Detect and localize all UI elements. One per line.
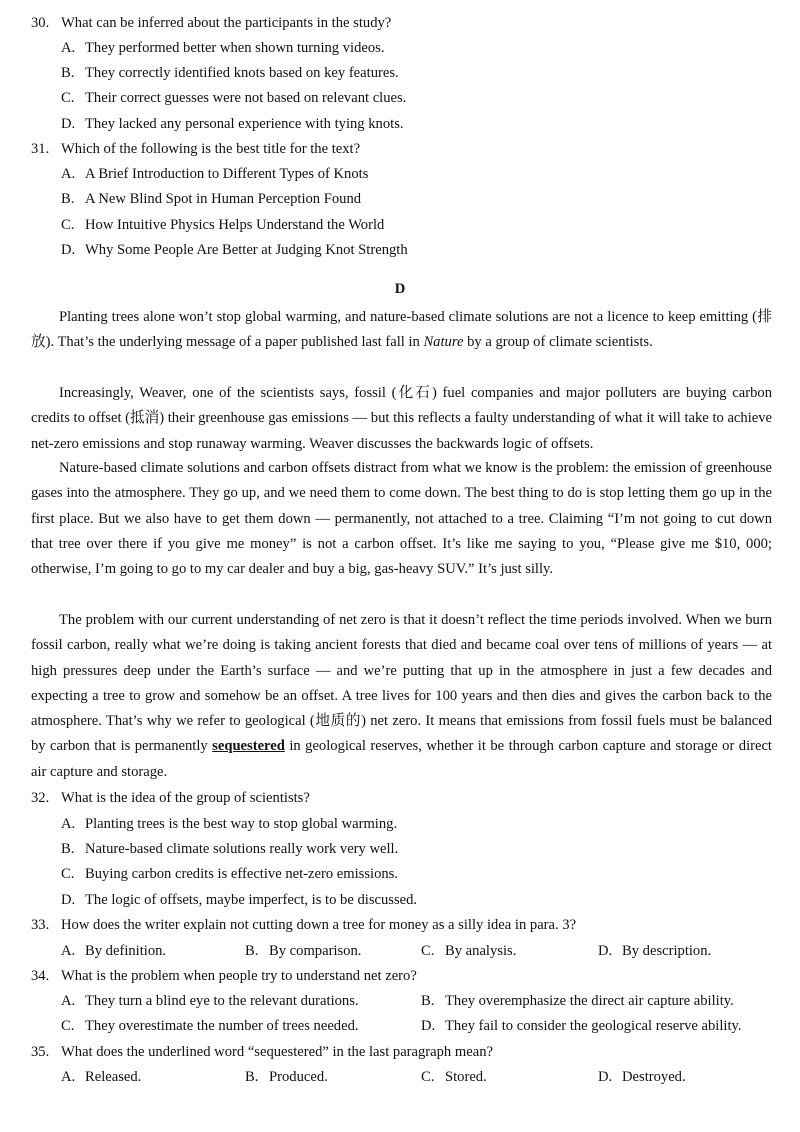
- option-letter: D.: [598, 1069, 613, 1085]
- question-stem: What is the idea of the group of scientists?: [61, 790, 310, 806]
- q30-option-d[interactable]: [61, 116, 404, 133]
- option-text: The logic of offsets, maybe imperfect, is to be discussed.: [85, 892, 418, 908]
- option-text: Released.: [85, 1069, 142, 1085]
- option-letter: D.: [598, 943, 613, 959]
- question-number: 31.: [31, 141, 50, 157]
- paragraph-text: Planting trees alone won’t stop global warming, and nature-based climate solutions are not a licence to keep emitting (排放). That’s the underlying message of a paper published last fall in: [31, 309, 772, 351]
- option-letter: A.: [61, 1069, 76, 1085]
- option-letter: C.: [61, 90, 75, 106]
- q32-option-d[interactable]: [61, 892, 417, 909]
- option-text: They overemphasize the direct air capture ability.: [445, 993, 734, 1009]
- option-text: A Brief Introduction to Different Types of Knots: [85, 166, 369, 182]
- option-text: Destroyed.: [622, 1069, 686, 1085]
- option-letter: D.: [421, 1018, 436, 1034]
- q34-option-a[interactable]: [61, 993, 359, 1010]
- q33-option-a[interactable]: [61, 943, 166, 960]
- option-text: By description.: [622, 943, 712, 959]
- option-letter: A.: [61, 943, 76, 959]
- option-letter: A.: [61, 816, 76, 832]
- question-number: 34.: [31, 968, 50, 984]
- option-letter: B.: [421, 993, 435, 1009]
- option-text: By definition.: [85, 943, 167, 959]
- paragraph-text: by a group of climate scientists.: [463, 334, 653, 351]
- question-stem: What can be inferred about the participants in the study?: [61, 15, 392, 31]
- underlined-word: sequestered: [212, 738, 285, 755]
- question-number: 32.: [31, 790, 50, 806]
- option-letter: B.: [61, 191, 75, 207]
- option-letter: D.: [61, 242, 76, 258]
- q32-option-c[interactable]: [61, 866, 398, 883]
- option-letter: C.: [421, 943, 435, 959]
- option-text: A New Blind Spot in Human Perception Found: [85, 191, 362, 207]
- option-text: They overestimate the number of trees needed.: [85, 1018, 359, 1034]
- option-text: They turn a blind eye to the relevant durations.: [85, 993, 359, 1009]
- passage-paragraph-1: [31, 305, 772, 356]
- option-text: They correctly identified knots based on key features.: [85, 65, 399, 81]
- section-heading: D: [394, 281, 406, 297]
- option-text: Their correct guesses were not based on relevant clues.: [85, 90, 407, 106]
- question-stem: What does the underlined word “sequestered” in the last paragraph mean?: [61, 1044, 493, 1060]
- question-31: [31, 141, 360, 158]
- question-stem: What is the problem when people try to understand net zero?: [61, 968, 417, 984]
- option-letter: C.: [61, 866, 75, 882]
- question-stem: Which of the following is the best title for the text?: [61, 141, 361, 157]
- q32-option-a[interactable]: [61, 816, 397, 833]
- q30-option-b[interactable]: [61, 65, 399, 82]
- paragraph-text: in geological reserves, whether it be through carbon capture and storage or direct air capture and storage.: [31, 738, 772, 780]
- option-letter: C.: [61, 217, 75, 233]
- q31-option-b[interactable]: [61, 191, 361, 208]
- option-text: They fail to consider the geological reserve ability.: [445, 1018, 742, 1034]
- question-33: [31, 917, 576, 934]
- option-text: By analysis.: [445, 943, 517, 959]
- q33-option-b[interactable]: [245, 943, 361, 960]
- option-letter: A.: [61, 166, 76, 182]
- question-number: 35.: [31, 1044, 50, 1060]
- option-text: Produced.: [269, 1069, 328, 1085]
- q33-option-d[interactable]: [598, 943, 711, 960]
- question-30: [31, 15, 391, 32]
- option-letter: B.: [245, 943, 259, 959]
- q30-option-a[interactable]: [61, 40, 385, 57]
- option-text: Planting trees is the best way to stop global warming.: [85, 816, 398, 832]
- question-35: [31, 1044, 493, 1061]
- option-letter: B.: [245, 1069, 259, 1085]
- passage-paragraph-2: Increasingly, Weaver, one of the scientists says, fossil (化石) fuel companies and major polluters are buying carbon credits to offset (抵消) their greenhouse gas emissions — but this reflects a faulty understanding of what it will take to achieve net-zero emissions and stop runaway warming. Weaver discusses the backwards logic of offsets.: [31, 385, 772, 452]
- q34-option-b[interactable]: [421, 993, 734, 1010]
- option-letter: C.: [421, 1069, 435, 1085]
- q35-option-c[interactable]: [421, 1069, 487, 1086]
- option-letter: B.: [61, 65, 75, 81]
- paragraph-text: The problem with our current understanding of net zero is that it doesn’t reflect the time periods involved. When we burn fossil carbon, really what we’re doing is taking ancient forests that died and became coal over tens of millions of years — at high pressures deep under the Earth’s surface — and we’re putting that up in the atmosphere in just a few decades and expecting a tree to grow and somehow be an offset. A tree lives for 100 years and then dies and gives the carbon back to the atmosphere. That’s why we refer to geological (地质的) net zero. It means that emissions from fossil fuels must be balanced by carbon that is permanently: [31, 612, 772, 755]
- option-text: By comparison.: [269, 943, 362, 959]
- q34-option-d[interactable]: [421, 1018, 742, 1035]
- q30-option-c[interactable]: [61, 90, 406, 107]
- option-text: How Intuitive Physics Helps Understand the World: [85, 217, 385, 233]
- option-letter: C.: [61, 1018, 75, 1034]
- q34-option-c[interactable]: [61, 1018, 359, 1035]
- journal-name: Nature: [423, 334, 464, 351]
- option-text: Why Some People Are Better at Judging Knot Strength: [85, 242, 408, 258]
- question-number: 30.: [31, 15, 50, 31]
- option-text: Stored.: [445, 1069, 487, 1085]
- passage-paragraph-4: [31, 608, 772, 785]
- q31-option-d[interactable]: [61, 242, 408, 259]
- q32-option-b[interactable]: [61, 841, 398, 858]
- question-34: [31, 968, 417, 985]
- q33-option-c[interactable]: [421, 943, 516, 960]
- option-text: Buying carbon credits is effective net-zero emissions.: [85, 866, 398, 882]
- option-letter: D.: [61, 116, 76, 132]
- question-number: 33.: [31, 917, 50, 933]
- q35-option-b[interactable]: [245, 1069, 328, 1086]
- q31-option-a[interactable]: [61, 166, 368, 183]
- option-letter: A.: [61, 40, 76, 56]
- option-text: Nature-based climate solutions really work very well.: [85, 841, 399, 857]
- question-32: [31, 790, 310, 807]
- option-text: They lacked any personal experience with tying knots.: [85, 116, 404, 132]
- option-letter: D.: [61, 892, 76, 908]
- question-stem: How does the writer explain not cutting down a tree for money as a silly idea in para. 3?: [61, 917, 577, 933]
- passage-paragraph-3: Nature-based climate solutions and carbon offsets distract from what we know is the problem: the emission of greenhouse gases into the atmosphere. They go up, and we need them to come down. The best thing to do is stop letting them go up in the first place. But we also have to get them down — permanently, not attached to a tree. Claiming “I’m not going to cut down that tree over there if you give me money” is not a carbon offset. It’s like me saying to you, “Please give me $10, 000; otherwise, I’m going to go to my car dealer and buy a big, gas-heavy SUV.” It’s just silly.: [31, 460, 772, 578]
- q35-option-d[interactable]: [598, 1069, 686, 1086]
- option-letter: B.: [61, 841, 75, 857]
- q35-option-a[interactable]: [61, 1069, 141, 1086]
- q31-option-c[interactable]: [61, 217, 384, 234]
- option-letter: A.: [61, 993, 76, 1009]
- option-text: They performed better when shown turning videos.: [85, 40, 385, 56]
